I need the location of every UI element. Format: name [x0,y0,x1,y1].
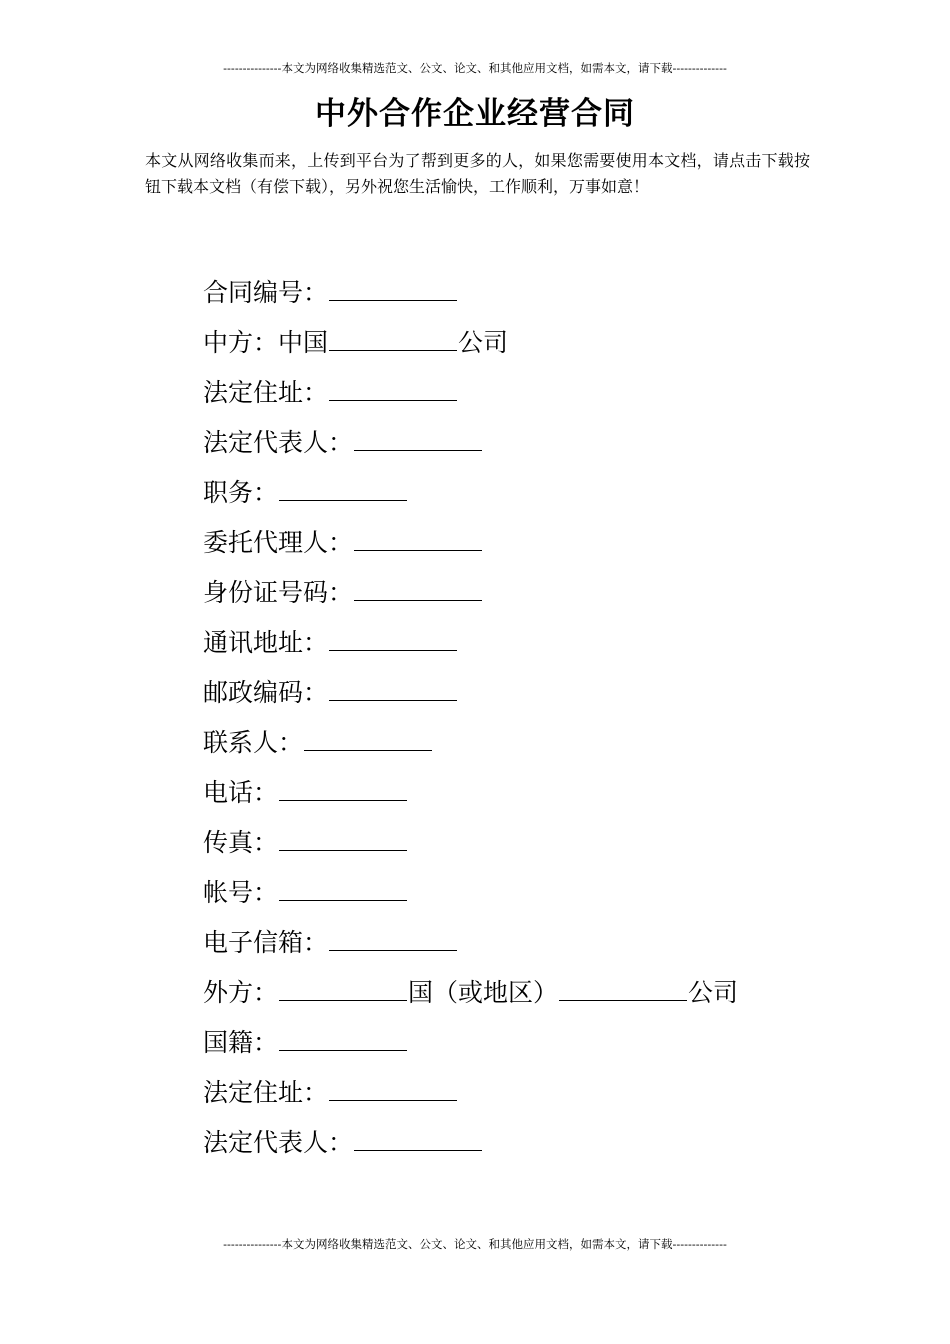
field-label: 帐号： [203,878,279,907]
page-footer-note: ---------------本文为网络收集精选范文、公文、论文、和其他应用文档，如需本文，请下载-------------- [223,1237,727,1251]
field-email [203,922,738,972]
field-account [203,872,738,922]
blank-line [329,672,457,701]
blank-line [329,622,457,651]
field-legal-representative-foreign [203,1122,738,1172]
field-label: 法定住址： [203,378,329,407]
field-agent [203,522,738,572]
field-label: 中方：中国 [203,328,329,357]
field-suffix: 公司 [458,328,509,357]
field-country-label: 国（或地区） [408,978,559,1007]
blank-line [279,972,407,1001]
field-legal-address [203,372,738,422]
contract-fields [203,272,738,1172]
blank-line [354,1122,482,1151]
blank-line [329,272,457,301]
field-label: 法定住址： [203,1078,329,1107]
blank-line [279,472,407,501]
field-label: 邮政编码： [203,678,329,707]
field-nationality [203,1022,738,1072]
field-label: 电话： [203,778,279,807]
field-label: 国籍： [203,1028,279,1057]
blank-line [329,322,457,351]
page-header-note: ---------------本文为网络收集精选范文、公文、论文、和其他应用文档，如需本文，请下载-------------- [223,61,727,75]
field-label: 联系人： [203,728,304,757]
field-label: 身份证号码： [203,578,354,607]
blank-line [354,522,482,551]
blank-line [329,372,457,401]
blank-line [329,922,457,951]
intro-paragraph: 本文从网络收集而来，上传到平台为了帮到更多的人，如果您需要使用本文档，请点击下载按钮下载本文档（有偿下载），另外祝您生活愉快，工作顺利，万事如意！ [145,151,810,196]
field-label: 电子信箱： [203,928,329,957]
field-suffix: 公司 [688,978,739,1007]
field-id-number [203,572,738,622]
blank-line [559,972,687,1001]
field-label: 外方： [203,978,279,1007]
field-label: 职务： [203,478,279,507]
field-chinese-party [203,322,738,372]
field-contract-number [203,272,738,322]
document-title: 中外合作企业经营合同 [315,96,635,132]
field-fax [203,822,738,872]
blank-line [354,572,482,601]
field-label: 通讯地址： [203,628,329,657]
field-position [203,472,738,522]
field-label: 合同编号： [203,278,329,307]
field-label: 法定代表人： [203,428,354,457]
blank-line [304,722,432,751]
blank-line [329,1072,457,1101]
field-legal-representative [203,422,738,472]
field-legal-address-foreign [203,1072,738,1122]
field-mail-address [203,622,738,672]
field-phone [203,772,738,822]
field-label: 传真： [203,828,279,857]
blank-line [279,1022,407,1051]
blank-line [279,822,407,851]
field-postcode [203,672,738,722]
field-label: 委托代理人： [203,528,354,557]
field-foreign-party [203,972,738,1022]
blank-line [279,872,407,901]
field-contact [203,722,738,772]
blank-line [279,772,407,801]
field-label: 法定代表人： [203,1128,354,1157]
blank-line [354,422,482,451]
